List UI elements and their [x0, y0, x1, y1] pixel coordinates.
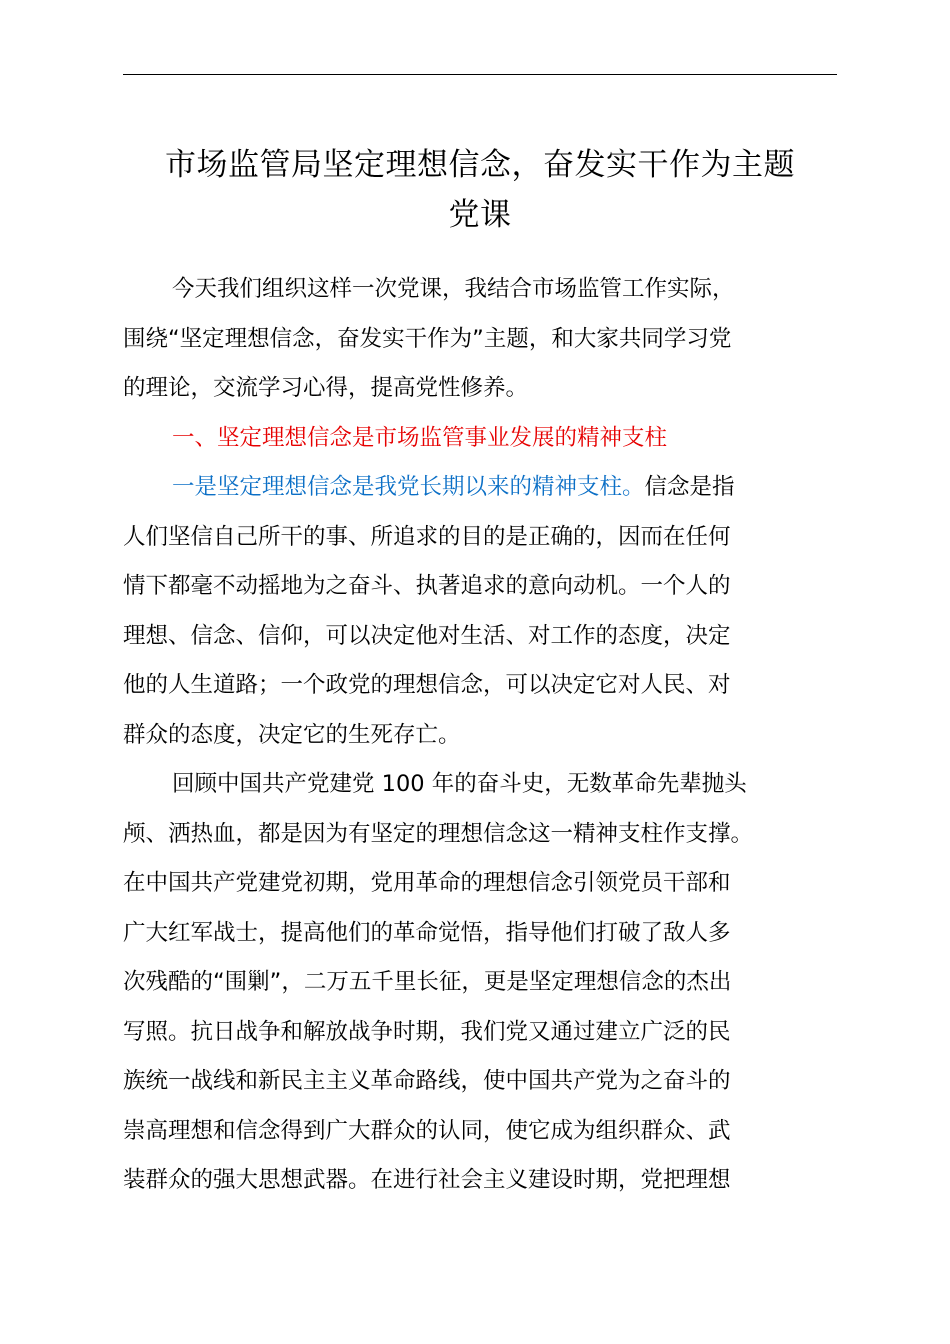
subsection-line: 理想、信念、信仰，可以决定他对生活、对工作的态度，决定	[123, 622, 731, 649]
section-heading	[123, 414, 843, 464]
history-line: 颅、洒热血，都是因为有坚定的理想信念这一精神支柱作支撑。	[123, 820, 754, 847]
history-line: 回顾中国共产党建党 100 年的奋斗史，无数革命先辈抛头	[172, 771, 747, 797]
intro-line: 围绕“坚定理想信念，奋发实干作为”主题，和大家共同学习党	[123, 325, 732, 352]
section-1-heading: 一、坚定理想信念是市场监管事业发展的精神支柱	[172, 424, 668, 451]
subsection-line: 情下都毫不动摇地为之奋斗、执著追求的意向动机。一个人的	[123, 573, 731, 599]
subsection-paragraph	[123, 463, 843, 760]
history-line: 装群众的强大思想武器。在进行社会主义建设时期，党把理想	[123, 1167, 731, 1193]
subsection-line: 群众的态度，决定它的生死存亡。	[123, 721, 461, 748]
subsection-1-heading: 一是坚定理想信念是我党长期以来的精神支柱。	[172, 474, 645, 500]
history-line: 次残酷的“围剿”，二万五千里长征，更是坚定理想信念的杰出	[123, 969, 732, 995]
history-line: 广大红军战士，提高他们的革命觉悟，指导他们打破了敌人多	[123, 919, 731, 946]
history-line: 在中国共产党建党初期，党用革命的理想信念引领党员干部和	[123, 870, 731, 896]
history-line: 写照。抗日战争和解放战争时期，我们党又通过建立广泛的民	[123, 1018, 731, 1045]
subsection-line: 人们坚信自己所干的事、所追求的目的是正确的，因而在任何	[123, 523, 731, 550]
history-line: 崇高理想和信念得到广大群众的认同，使它成为组织群众、武	[123, 1117, 731, 1144]
history-line: 族统一战线和新民主主义革命路线，使中国共产党为之奋斗的	[123, 1068, 731, 1094]
intro-paragraph	[123, 265, 843, 414]
intro-line: 的理论，交流学习心得，提高党性修养。	[123, 375, 529, 401]
subsection-1-text-start: 信念是指	[644, 474, 735, 500]
title-line-1: 市场监管局坚定理想信念，奋发实干作为主题	[165, 147, 795, 183]
intro-line: 今天我们组织这样一次党课，我结合市场监管工作实际，	[172, 276, 735, 302]
history-paragraph	[123, 760, 843, 1206]
subsection-line: 他的人生道路；一个政党的理想信念，可以决定它对人民、对	[123, 672, 731, 698]
header-rule	[123, 74, 837, 75]
subsection-first-line	[123, 463, 843, 513]
document-body	[123, 265, 843, 1206]
document-title	[100, 140, 860, 240]
title-line-2: 党课	[448, 197, 512, 233]
